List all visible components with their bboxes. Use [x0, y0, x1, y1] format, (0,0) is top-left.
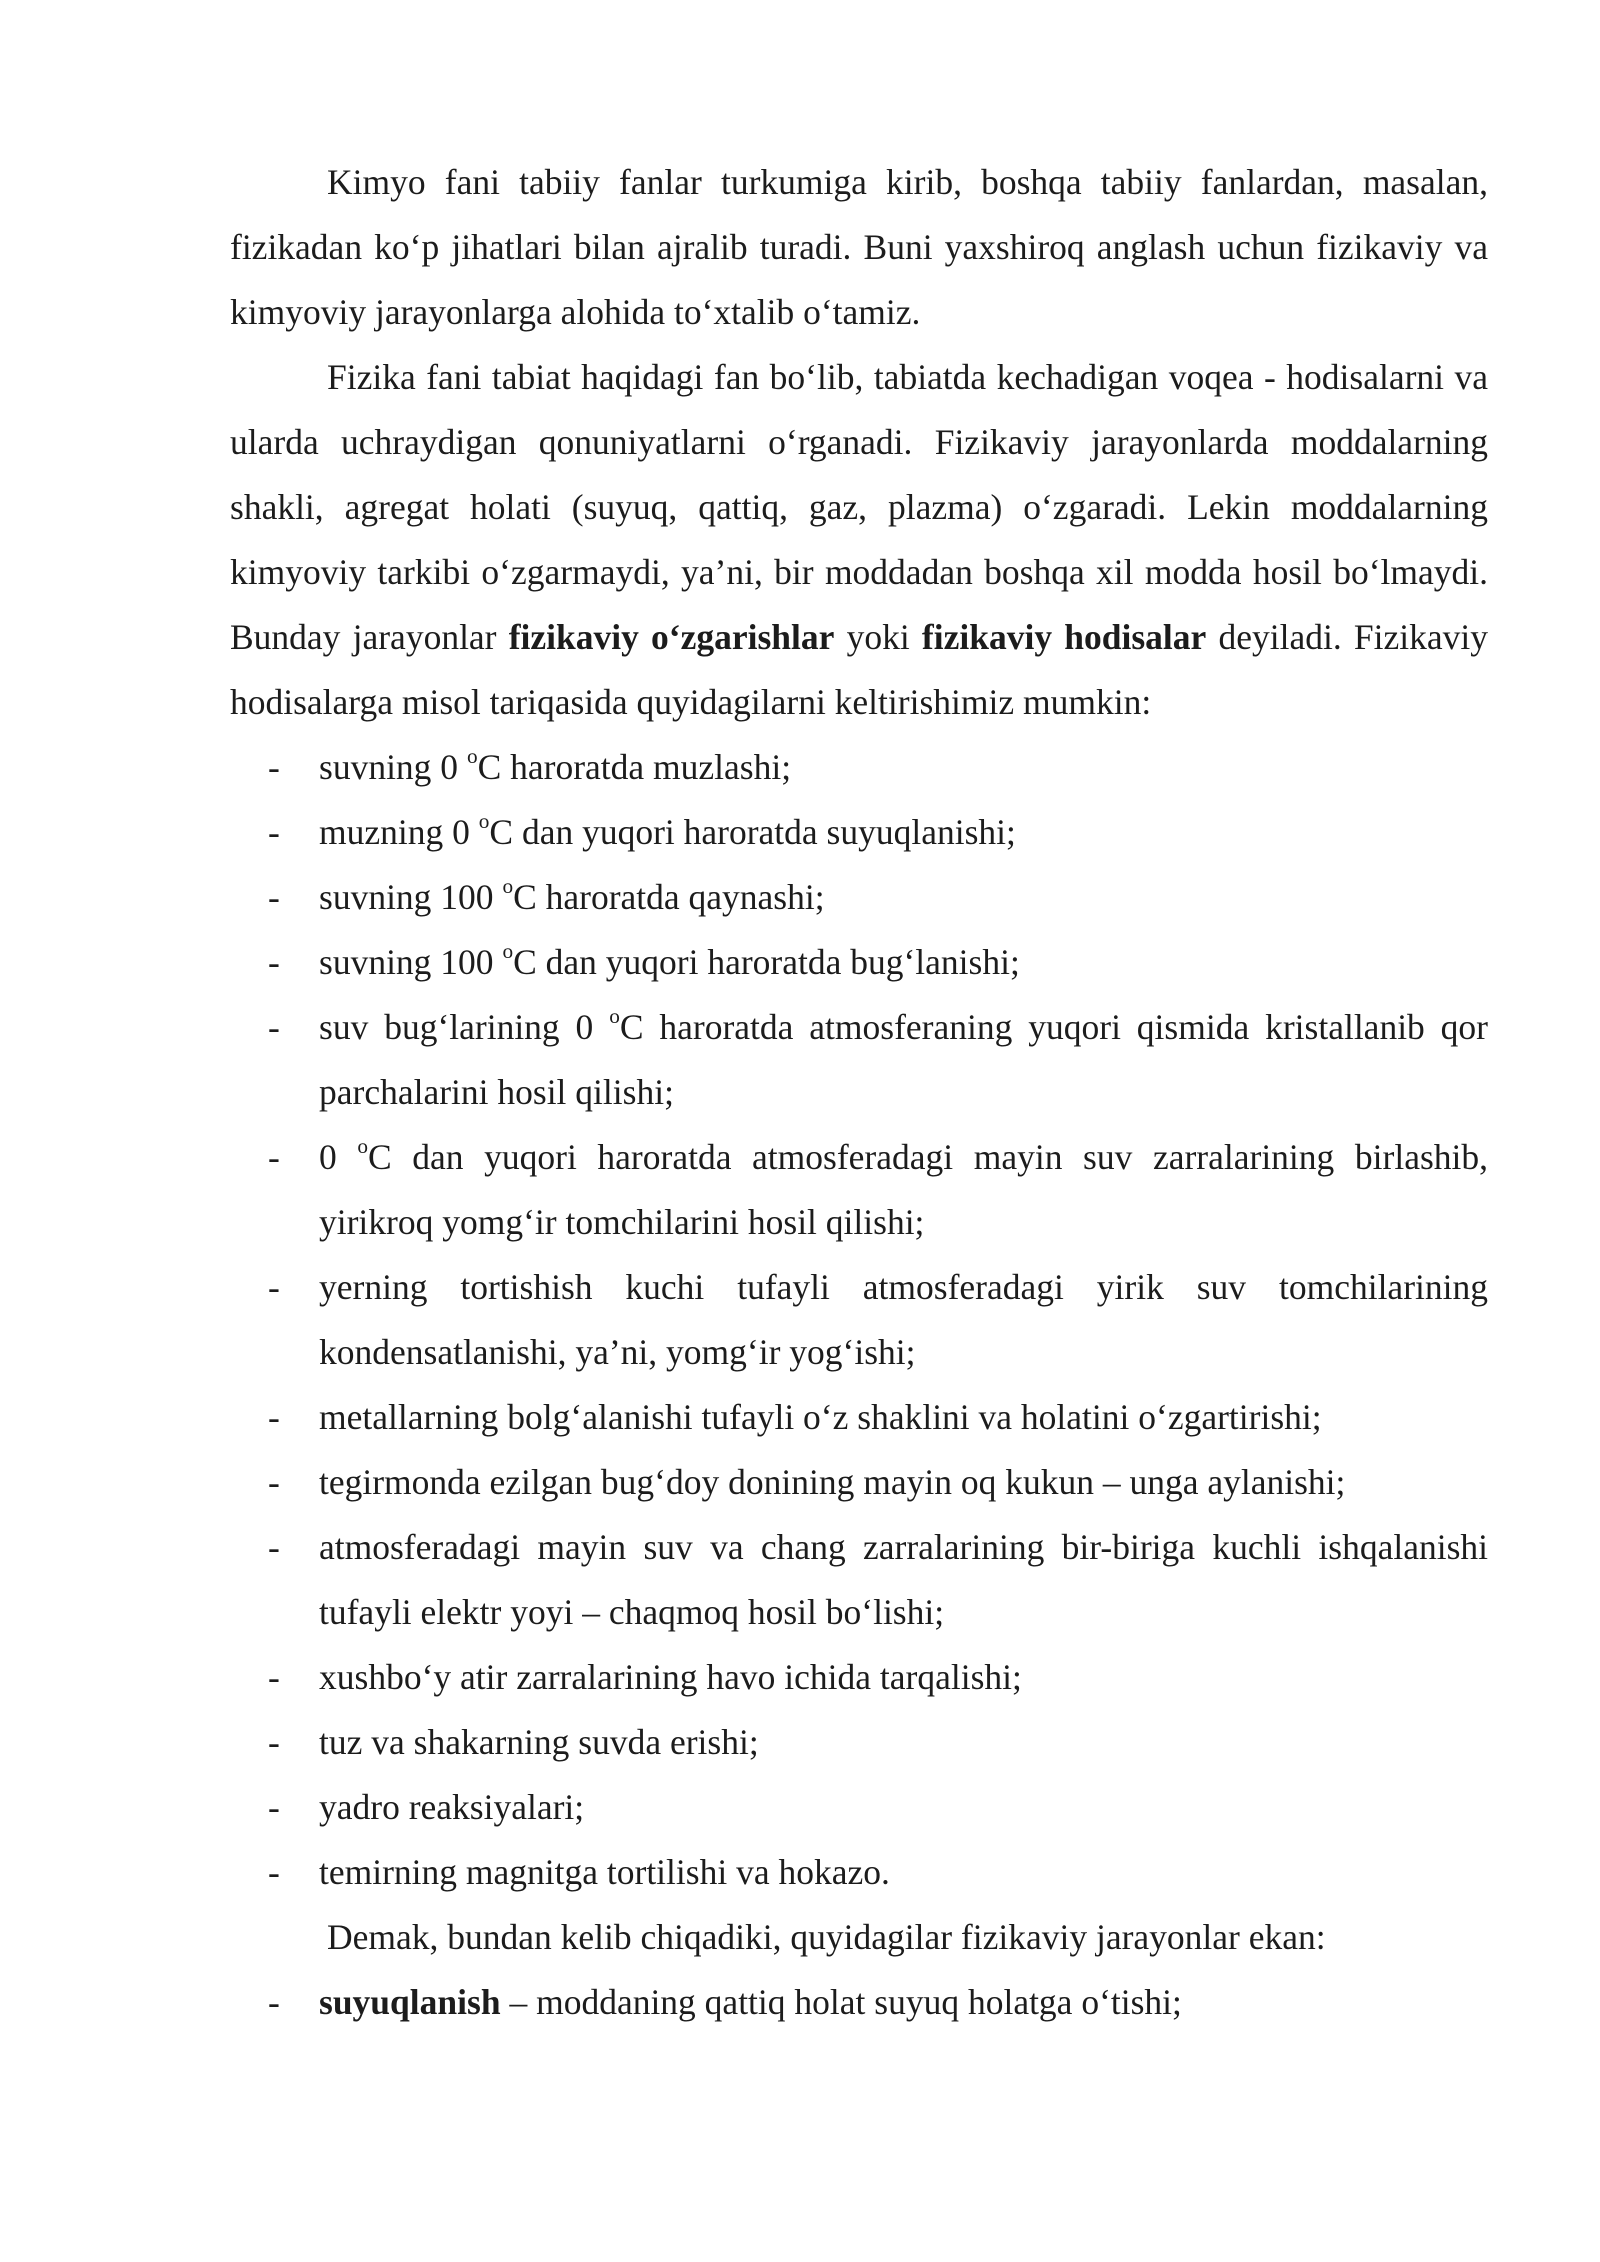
list-item-text: xushbo‘y atir zarralarining havo ichida tarqalishi; [319, 1657, 1022, 1697]
list-item-text: tegirmonda ezilgan bug‘doy donining mayin oq kukun – unga aylanishi; [319, 1462, 1346, 1502]
list-dash: - [268, 1657, 280, 1697]
list-dash: - [268, 877, 280, 917]
list-item [230, 800, 1488, 865]
list-item-text: 0 [319, 1137, 358, 1177]
list-item-text: suvning 100 [319, 942, 503, 982]
paragraph-physics [230, 345, 1488, 735]
list-item-text: C haroratda qaynashi; [513, 877, 825, 917]
list-item-text: temirning magnitga tortilishi va hokazo. [319, 1852, 890, 1892]
list-item [230, 1645, 1488, 1710]
list-item [230, 1385, 1488, 1450]
term-physical-changes: fizikaviy o‘zgarishlar [508, 617, 835, 657]
degree-superscript: o [502, 874, 514, 899]
list-item [230, 995, 1488, 1125]
list-dash: - [268, 812, 280, 852]
list-item-text: metallarning bolg‘alanishi tufayli o‘z shaklini va holatini o‘zgartirishi; [319, 1397, 1322, 1437]
examples-list [230, 735, 1488, 1905]
list-dash: - [268, 1982, 280, 2022]
paragraph-intro: Kimyo fani tabiiy fanlar turkumiga kirib, boshqa tabiiy fanlardan, masalan, fizikadan ko‘p jihatlari bilan ajralib turadi. Buni yaxshiroq anglash uchun fizikaviy va kimyoviy jarayonlarga alohida to‘xtalib o‘tamiz. [230, 162, 1488, 332]
term-definition: – moddaning qattiq holat suyuq holatga o‘tishi; [500, 1982, 1182, 2022]
list-dash: - [268, 1722, 280, 1762]
list-dash: - [268, 1137, 280, 1177]
paragraph-physics-text-c: yoki [834, 617, 922, 657]
term-melting: suyuqlanish [319, 1982, 501, 2022]
paragraph-physics-text-d: deyiladi. Fizikaviy hodisalarga misol tariqasida quyidagilarni keltirishimiz mumkin: [230, 617, 1489, 722]
list-item [230, 1255, 1488, 1385]
list-dash: - [268, 1852, 280, 1892]
list-item [230, 1515, 1488, 1645]
list-item [230, 1970, 1488, 2035]
degree-superscript: o [478, 809, 490, 834]
list-item-text: C haroratda atmosferaning yuqori qismida kristallanib qor parchalarini hosil qilishi; [319, 1007, 1488, 1112]
list-item-text: suv bug‘larining 0 [319, 1007, 610, 1047]
term-physical-phenomena: fizikaviy hodisalar [921, 617, 1207, 657]
list-item-text: suvning 0 [319, 747, 467, 787]
degree-superscript: o [609, 1004, 620, 1029]
list-dash: - [268, 1267, 280, 1307]
list-item [230, 1125, 1488, 1255]
list-dash: - [268, 1527, 280, 1567]
list-item-text: muzning 0 [319, 812, 479, 852]
paragraph-conclusion: Demak, bundan kelib chiqadiki, quyidagilar fizikaviy jarayonlar ekan: [327, 1917, 1326, 1957]
list-dash: - [268, 942, 280, 982]
list-item [230, 1450, 1488, 1515]
list-dash: - [268, 1007, 280, 1047]
list-dash: - [268, 1462, 280, 1502]
list-item-text: C haroratda muzlashi; [477, 747, 792, 787]
process-list [230, 1970, 1488, 2035]
list-item-text: C dan yuqori haroratda atmosferadagi mayin suv zarralarining birlashib, yirikroq yomg‘ir tomchilarini hosil qilishi; [319, 1137, 1488, 1242]
list-item-text: tuz va shakarning suvda erishi; [319, 1722, 759, 1762]
list-item-text: C dan yuqori haroratda suyuqlanishi; [489, 812, 1016, 852]
list-item [230, 1775, 1488, 1840]
list-item-text: yadro reaksiyalari; [319, 1787, 585, 1827]
list-dash: - [268, 747, 280, 787]
list-item [230, 1840, 1488, 1905]
list-dash: - [268, 1787, 280, 1827]
list-item-text: atmosferadagi mayin suv va chang zarralarining bir-biriga kuchli ishqalanishi tufayli elektr yoyi – chaqmoq hosil bo‘lishi; [319, 1527, 1488, 1632]
list-item-text: suvning 100 [319, 877, 503, 917]
list-item-text: yerning tortishish kuchi tufayli atmosferadagi yirik suv tomchilarining kondensatlanishi, ya’ni, yomg‘ir yog‘ishi; [319, 1267, 1488, 1372]
list-item [230, 865, 1488, 930]
degree-superscript: o [502, 939, 514, 964]
list-item [230, 735, 1488, 800]
list-item [230, 1710, 1488, 1775]
list-item-text: C dan yuqori haroratda bug‘lanishi; [513, 942, 1020, 982]
list-item [230, 930, 1488, 995]
paragraph-physics-text-a: Fizika fani tabiat haqidagi fan bo‘lib, tabiatda kechadigan voqea - hodisalarni va ularda uchraydigan qonuniyatlarni o‘rganadi. Fizikaviy jarayonlarda moddalarning shakli, agregat holati (suyuq, qattiq, gaz, plazma) o‘zgaradi. Lekin moddalarning kimyoviy tarkibi o‘zgarmaydi, ya’ni, bir moddadan boshqa xil modda hosil bo‘lmaydi. Bunday jarayonlar [230, 357, 1488, 657]
degree-superscript: o [357, 1134, 369, 1159]
list-dash: - [268, 1397, 280, 1437]
degree-superscript: o [466, 744, 478, 769]
